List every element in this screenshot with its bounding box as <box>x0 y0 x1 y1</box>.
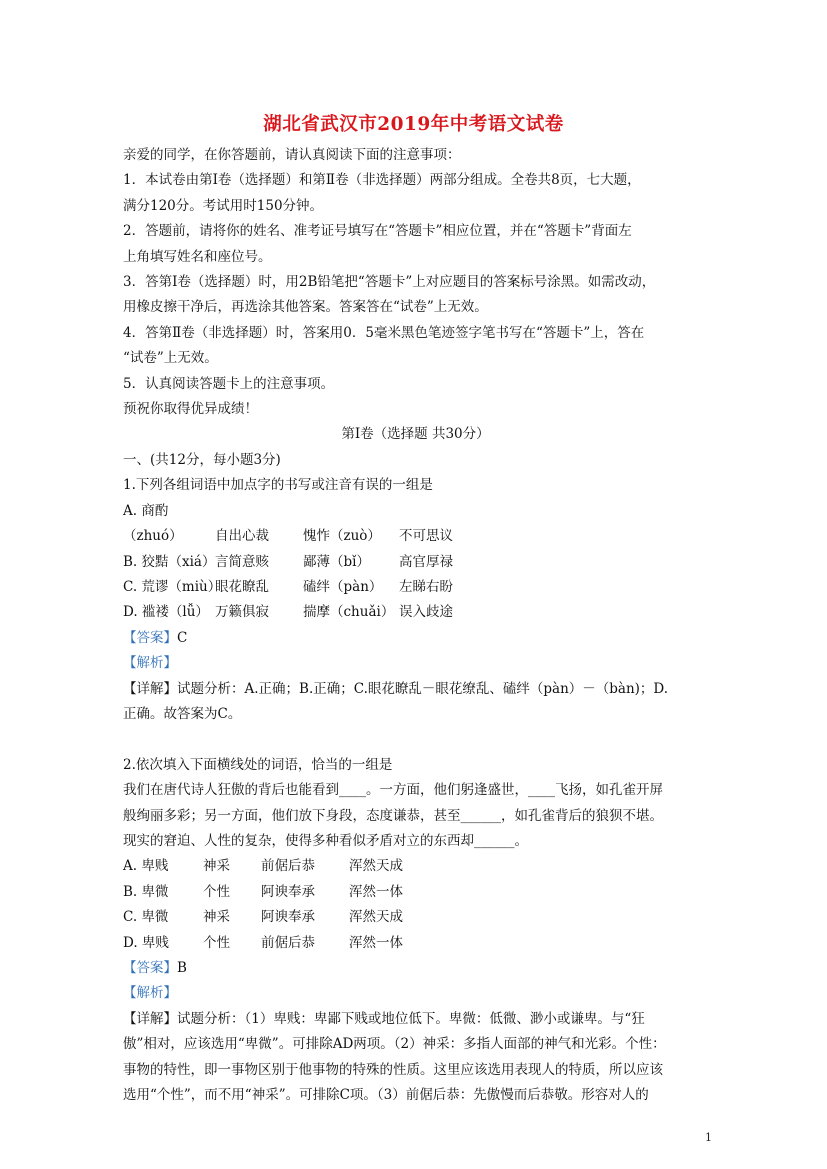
q1-detail-1 <box>123 677 708 702</box>
notice-intro: 亲爱的同学，在你答题前，请认真阅读下面的注意事项： <box>123 147 461 163</box>
q2-option-cell: 浑然一体 <box>349 934 403 951</box>
q1-answer-value: C <box>177 629 188 646</box>
notice-item-2b: 上角填写姓名和座位号。 <box>123 248 272 265</box>
q1-option-cell: A. 商酌（zhuó） <box>123 502 183 545</box>
q2-option-a <box>123 854 708 879</box>
q1-option-cell: 左睇右盼 <box>399 578 453 595</box>
q2-option-cell: 前倨后恭 <box>261 934 315 951</box>
q1-detail-2: 正确。故答案为C。 <box>123 705 242 722</box>
q2-option-d <box>123 931 708 956</box>
spacer <box>123 727 708 752</box>
q2-option-cell: 浑然一体 <box>349 883 403 900</box>
q2-detail-text: 试题分析：（1）卑贱：卑鄙下贱或地位低下。卑微：低微、渺小或谦卑。与“狂 <box>177 1010 645 1027</box>
q2-option-cell: 阿谀奉承 <box>261 909 315 926</box>
q1-option-cell: C. 荒谬（miù） <box>123 578 222 595</box>
q1-detail-text: 试题分析：A.正确；B.正确；C.眼花瞭乱－眼花缭乱、磕绊（pàn）－（bàn)；D. <box>177 680 669 697</box>
q2-passage-3: 现实的窘迫、人性的复杂，使得多种看似矛盾对立的东西却______。 <box>123 832 528 849</box>
document-body <box>123 143 708 1108</box>
q1-option-cell: 高官厚禄 <box>399 553 453 570</box>
q1-option-cell: 误入歧途 <box>399 604 453 621</box>
q2-option-cell: 个性 <box>203 934 230 951</box>
q2-passage-1: 我们在唐代诗人狂傲的背后也能看到____。一方面，他们躬逢盛世，____飞扬，如孔雀开屏 <box>123 782 663 799</box>
page-number: 1 <box>705 1131 712 1144</box>
notice-item-1a: 1．本试卷由第Ⅰ卷（选择题）和第Ⅱ卷（非选择题）两部分组成。全卷共8页，七大题， <box>123 172 641 189</box>
q2-detail-1 <box>123 1007 708 1032</box>
notice-item-1b: 满分120分。考试用时150分钟。 <box>123 197 324 214</box>
q1-option-c <box>123 575 708 600</box>
q2-detail-3: 事物的特性，即一事物区别于他事物的特殊的性质。这里应该选用表现人的特质，所以应该 <box>123 1061 663 1078</box>
notice-item-3b: 用橡皮擦干净后，再选涂其他答案。答案答在“试卷”上无效。 <box>123 299 488 316</box>
q2-option-cell: A. 卑贱 <box>123 858 169 875</box>
q1-stem: 1.下列各组词语中加点字的书写或注音有误的一组是 <box>123 477 433 494</box>
analysis-tag: 【解析】 <box>123 985 177 1002</box>
q2-answer <box>123 956 708 981</box>
detail-tag: 【详解】 <box>123 680 177 697</box>
q2-option-cell: C. 卑微 <box>123 909 169 926</box>
q1-option-cell: B. 狡黠（xiá） <box>123 553 216 570</box>
q1-option-cell: 眼花瞭乱 <box>215 578 269 595</box>
q1-option-a <box>123 499 708 550</box>
notice-wish: 预祝你取得优异成绩！ <box>123 401 258 418</box>
q1-answer <box>123 626 708 651</box>
q2-option-cell: D. 卑贱 <box>123 934 169 951</box>
q2-analysis <box>123 981 708 1006</box>
section-title: 第Ⅰ卷（选择题 共30分） <box>341 426 490 443</box>
q2-option-cell: 阿谀奉承 <box>261 883 315 900</box>
q2-option-cell: 前倨后恭 <box>261 858 315 875</box>
q1-option-b <box>123 550 708 575</box>
q1-option-cell: 自出心裁 <box>215 528 269 545</box>
q2-option-cell: 个性 <box>203 883 230 900</box>
q2-answer-value: B <box>177 959 187 976</box>
exam-title: 湖北省武汉市2019年中考语文试卷 <box>263 114 564 135</box>
notice-item-2a: 2．答题前，请将你的姓名、准考证号填写在“答题卡”相应位置，并在“答题卡”背面左 <box>123 223 632 240</box>
q1-option-cell: 言简意赅 <box>215 553 269 570</box>
q2-option-cell: 神采 <box>203 909 230 926</box>
q1-option-cell: 万籁俱寂 <box>215 604 269 621</box>
q1-option-cell: 鄙薄（bǐ） <box>303 553 370 570</box>
q2-option-b <box>123 880 708 905</box>
analysis-tag: 【解析】 <box>123 655 177 672</box>
q2-option-cell: 浑然天成 <box>349 858 403 875</box>
q1-option-d <box>123 600 708 625</box>
q1-option-cell: 揣摩（chuǎi） <box>303 604 395 621</box>
answer-tag: 【答案】 <box>123 629 177 646</box>
q1-option-cell: 磕绊（pàn） <box>303 578 383 595</box>
detail-tag: 【详解】 <box>123 1010 177 1027</box>
q2-option-cell: B. 卑微 <box>123 883 169 900</box>
q2-option-c <box>123 905 708 930</box>
notice-item-4b: “试卷”上无效。 <box>123 350 218 367</box>
q2-stem: 2.依次填入下面横线处的词语，恰当的一组是 <box>123 756 393 773</box>
q1-analysis <box>123 651 708 676</box>
q1-option-cell: D. 褴褛（lǚ） <box>123 604 209 621</box>
notice-item-3a: 3．答第Ⅰ卷（选择题）时，用2B铅笔把“答题卡”上对应题目的答案标号涂黑。如需改动， <box>123 274 656 291</box>
q2-option-cell: 神采 <box>203 858 230 875</box>
q1-option-cell: 愧怍（zuò） <box>303 528 381 545</box>
q2-detail-2: 傲”相对，应该选用“卑微”。可排除AD两项。（2）神采：多指人面部的神气和光彩。个性： <box>123 1036 666 1053</box>
q2-detail-4: 选用“个性”，而不用“神采”。可排除C项。（3）前倨后恭：先傲慢而后恭敬。形容对人的 <box>123 1087 649 1104</box>
part1-header: 一、(共12分，每小题3分) <box>123 451 281 468</box>
q2-passage-2: 般绚丽多彩；另一方面，他们放下身段，态度谦恭，甚至______，如孔雀背后的狼狈不堪。 <box>123 807 663 824</box>
answer-tag: 【答案】 <box>123 959 177 976</box>
q1-option-cell: 不可思议 <box>399 528 453 545</box>
notice-item-4a: 4．答第Ⅱ卷（非选择题）时，答案用0．5毫米黑色笔迹签字笔书写在“答题卡”上，答在 <box>123 324 645 341</box>
notice-item-5: 5．认真阅读答题卡上的注意事项。 <box>123 375 335 392</box>
q2-option-cell: 浑然天成 <box>349 909 403 926</box>
